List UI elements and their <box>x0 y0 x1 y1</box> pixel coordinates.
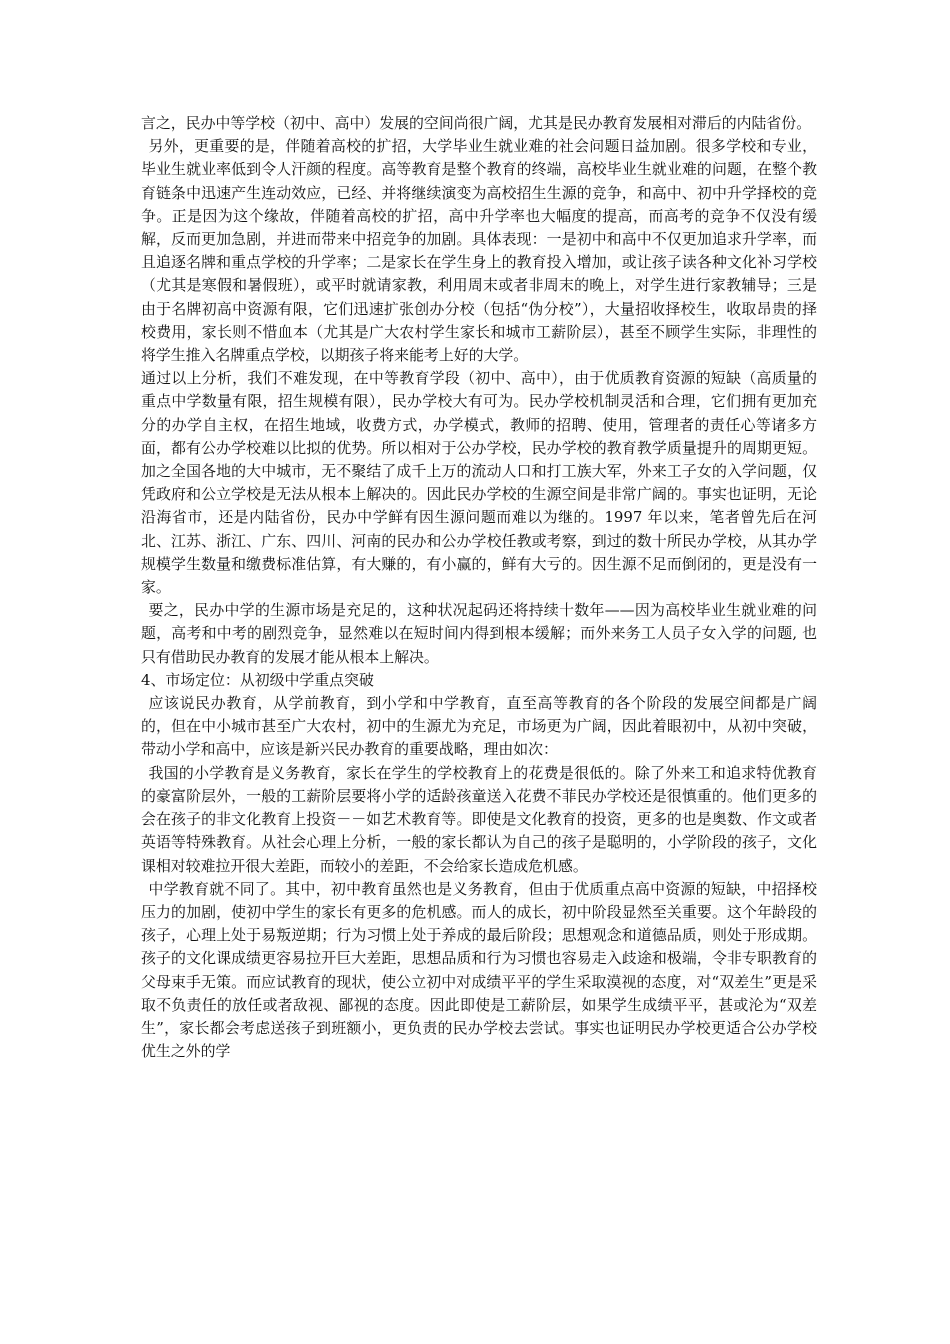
paragraph-2: 另外，更重要的是，伴随着高校的扩招，大学毕业生就业难的社会问题日益加剧。很多学校和专业，毕业生就业率低到令人汗颜的程度。高等教育是整个教育的终端，高校毕业生就业难的问题，在整个教育链条中迅速产生连动效应，已经、并将继续演变为高校招生生源的竞争，和高中、初中升学择校的竞争。正是因为这个缘故，伴随着高校的扩招，高中升学率也大幅度的提高，而高考的竞争不仅没有缓解，反而更加急剧，并进而带来中招竞争的加剧。具体表现：一是初中和高中不仅更加追求升学率，而且追逐名牌和重点学校的升学率；二是家长在学生身上的教育投入增加，或让孩子读各种文化补习学校（尤其是寒假和暑假班），或平时就请家教，利用周末或者非周末的晚上，对学生进行家教辅导；三是由于名牌初高中资源有限，它们迅速扩张创办分校（包括“伪分校”），大量招收择校生，收取昂贵的择校费用，家长则不惜血本（尤其是广大农村学生家长和城市工薪阶层），甚至不顾学生实际，非理性的将学生推入名牌重点学校，以期孩子将来能考上好的大学。 <box>141 137 817 365</box>
section-heading: 4、市场定位：从初级中学重点突破 <box>141 670 374 689</box>
paragraph-7: 中学教育就不同了。其中，初中教育虽然也是义务教育，但由于优质重点高中资源的短缺，中招择校压力的加剧，使初中学生的家长有更多的危机感。而人的成长，初中阶段显然至关重要。这个年龄段的孩子，心理上处于易叛逆期；行为习惯上处于养成的最后阶段；思想观念和道德品质，则处于形成期。孩子的文化课成绩更容易拉开巨大差距，思想品质和行为习惯也容易走入歧途和极端，令非专职教育的父母束手无策。而应试教育的现状，使公立初中对成绩平平的学生采取漠视的态度，对“双差生”更是采取不负责任的放任或者敌视、鄙视的态度。因此即使是工薪阶层，如果学生成绩平平，甚或沦为“双差生”，家长都会考虑送孩子到班额小，更负责的民办学校去尝试。事实也证明民办学校更适合公办学校优生之外的学 <box>141 879 817 1061</box>
document-body <box>141 112 817 1063</box>
paragraph-3: 通过以上分析，我们不难发现，在中等教育学段（初中、高中），由于优质教育资源的短缺（高质量的重点中学数量有限，招生规模有限），民办学校大有可为。民办学校机制灵活和合理，它们拥有更加充分的办学自主权，在招生地域，收费方式，办学模式，教师的招聘、使用，管理者的责任心等诸多方面，都有公办学校难以比拟的优势。所以相对于公办学校，民办学校的教育教学质量提升的周期更短。加之全国各地的大中城市，无不聚结了成千上万的流动人口和打工族大军，外来工子女的入学问题，仅凭政府和公立学校是无法从根本上解决的。因此民办学校的生源空间是非常广阔的。事实也证明，无论沿海省市，还是内陆省份，民办中学鲜有因生源问题而难以为继的。1997 年以来，笔者曾先后在河北、江苏、浙江、广东、四川、河南的民办和公办学校任教或考察，到过的数十所民办学校，从其办学规模学生数量和缴费标准估算，有大赚的，有小赢的，鲜有大亏的。因生源不足而倒闭的，更是没有一家。 <box>141 369 817 597</box>
paragraph-6: 我国的小学教育是义务教育，家长在学生的学校教育上的花费是很低的。除了外来工和追求特优教育的豪富阶层外，一般的工薪阶层要将小学的适龄孩童送入花费不菲民办学校还是很慎重的。他们更多的会在孩子的非文化教育上投资－－如艺术教育等。即使是文化教育的投资，更多的也是奥数、作文或者英语等特殊教育。从社会心理上分析，一般的家长都认为自己的孩子是聪明的，小学阶段的孩子，文化课相对较难拉开很大差距，而较小的差距，不会给家长造成危机感。 <box>141 763 817 875</box>
paragraph-5: 应该说民办教育，从学前教育，到小学和中学教育，直至高等教育的各个阶段的发展空间都是广阔的，但在中小城市甚至广大农村，初中的生源尤为充足，市场更为广阔，因此着眼初中，从初中突破，带动小学和高中，应该是新兴民办教育的重要战略，理由如次： <box>141 694 817 759</box>
paragraph-1: 言之，民办中等学校（初中、高中）发展的空间尚很广阔，尤其是民办教育发展相对滞后的内陆省份。 <box>141 114 812 132</box>
paragraph-4: 要之，民办中学的生源市场是充足的，这种状况起码还将持续十数年——因为高校毕业生就业难的问题，高考和中考的剧烈竞争，显然难以在短时间内得到根本缓解；而外来务工人员子女入学的问题, 也只有借助民办教育的发展才能从根本上解决。 <box>141 601 817 666</box>
